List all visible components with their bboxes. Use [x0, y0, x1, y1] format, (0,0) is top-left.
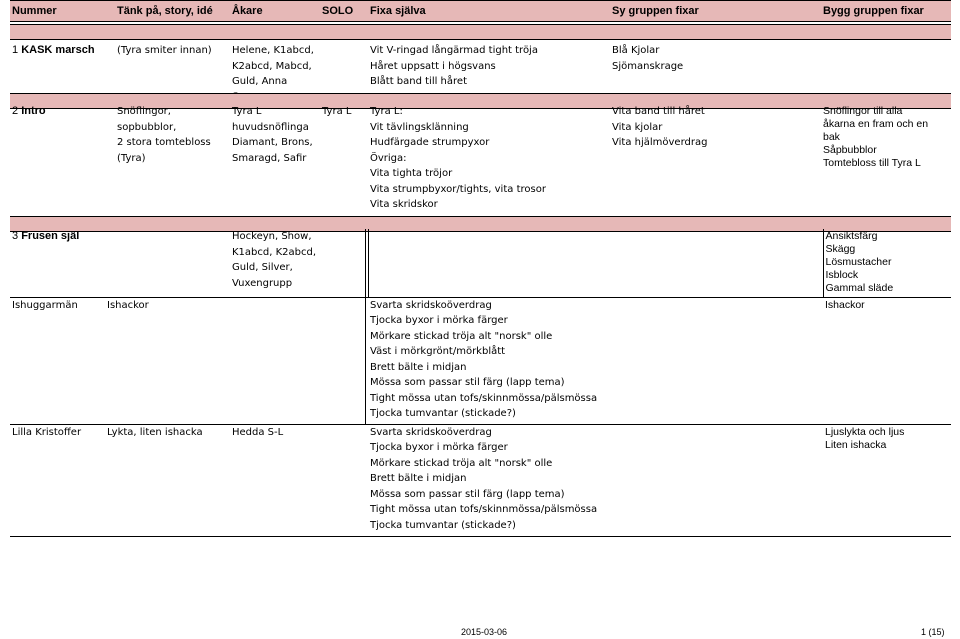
separator-1 — [10, 24, 951, 40]
row5-skaters: Hedda S-L — [230, 424, 365, 536]
row1-story: (Tyra smiter innan) — [117, 45, 212, 56]
row2-story: Snöflingor, sopbubblor, 2 stora tomtebloss (Tyra) — [117, 106, 211, 164]
row3-bygg: Ansiktsfärg Skägg Lösmustacher Isblock Gammal släde — [825, 230, 894, 294]
row1-skaters: Helene, K1abcd, K2abcd, Mabcd, Guld, Anna — [232, 45, 314, 87]
row2-number: 2 — [12, 105, 19, 117]
row3-skaters: Hockeyn, Show, K1abcd, K2abcd, Guld, Silver, Vuxengrupp — [232, 231, 317, 289]
header-nummer: Nummer — [10, 1, 115, 22]
header-solo: SOLO — [320, 1, 368, 22]
header-row — [10, 0, 951, 22]
header-akare: Åkare — [230, 1, 320, 22]
table-row — [10, 104, 951, 214]
row2-name: Intro — [21, 105, 46, 117]
header-tank: Tänk på, story, idé — [115, 1, 230, 22]
row2-number-name — [10, 104, 115, 214]
row1-name: KASK marsch — [21, 44, 95, 56]
row3-fixa — [368, 229, 823, 297]
row2-bygg: Snöflingor till alla åkarna en fram och en bak Såpbubblor Tomtebloss till Tyra L — [823, 105, 929, 169]
row4-skaters — [230, 297, 365, 424]
row3-name: Frusen själ — [21, 230, 80, 242]
row4-name: Ishuggarmän — [10, 297, 105, 424]
header-bygg: Bygg gruppen fixar — [821, 1, 951, 22]
row1-fixa: Vit V-ringad långärmad tight tröja Håret uppsatt i högsvans Blått band till håret — [370, 45, 538, 87]
row1-number: 1 — [12, 44, 19, 56]
row4-bygg: Ishackor — [823, 297, 951, 424]
header-sy: Sy gruppen fixar — [610, 1, 821, 22]
row3-number-name — [10, 229, 105, 297]
row-group-3 — [10, 229, 951, 537]
row5-bygg: Ljuslykta och ljus Liten ishacka — [823, 424, 951, 536]
row2-skaters: Tyra L huvudsnöflinga Diamant, Brons, Smaragd, Safir — [232, 106, 313, 164]
row2-sy: Vita band till håret Vita kjolar Vita hjälmöverdrag — [612, 106, 708, 148]
row4-story: Ishackor — [105, 297, 230, 424]
row3-story — [105, 229, 230, 297]
row4-fixa: Svarta skridskoöverdrag Tjocka byxor i mörka färger Mörkare stickad tröja alt "norsk" olle Väst i mörkgrönt/mörkblått Brett bälte i midjan Mössa som passar stil färg (lapp tema) Tight mössa utan tofs/skinnmössa/pälsmössa Tjocka tumvantar (stickade?) — [368, 297, 823, 424]
footer-date: 2015-03-06 — [461, 627, 508, 637]
row1-sy: Blå Kjolar Sjömanskrage — [612, 45, 684, 72]
row2-solo: Tyra L — [322, 106, 352, 117]
row3-number: 3 — [12, 230, 19, 242]
row2-fixa: Tyra L: Vit tävlingsklänning Hudfärgade strumpyxor Övriga: Vita tighta tröjor Vita strumpbyxor/tights, vita trosor Vita skridskor — [370, 106, 546, 210]
row5-fixa: Svarta skridskoöverdrag Tjocka byxor i mörka färger Mörkare stickad tröja alt "norsk" olle Brett bälte i midjan Mössa som passar stil färg (lapp tema) Tight mössa utan tofs/skinnmössa/pälsmössa Tjocka tumvantar (stickade?) — [368, 424, 823, 536]
row5-story: Lykta, liten ishacka — [105, 424, 230, 536]
footer-page-number: 1 (15) — [921, 627, 945, 637]
row5-name: Lilla Kristoffer — [10, 424, 105, 536]
header-fixa: Fixa själva — [368, 1, 610, 22]
